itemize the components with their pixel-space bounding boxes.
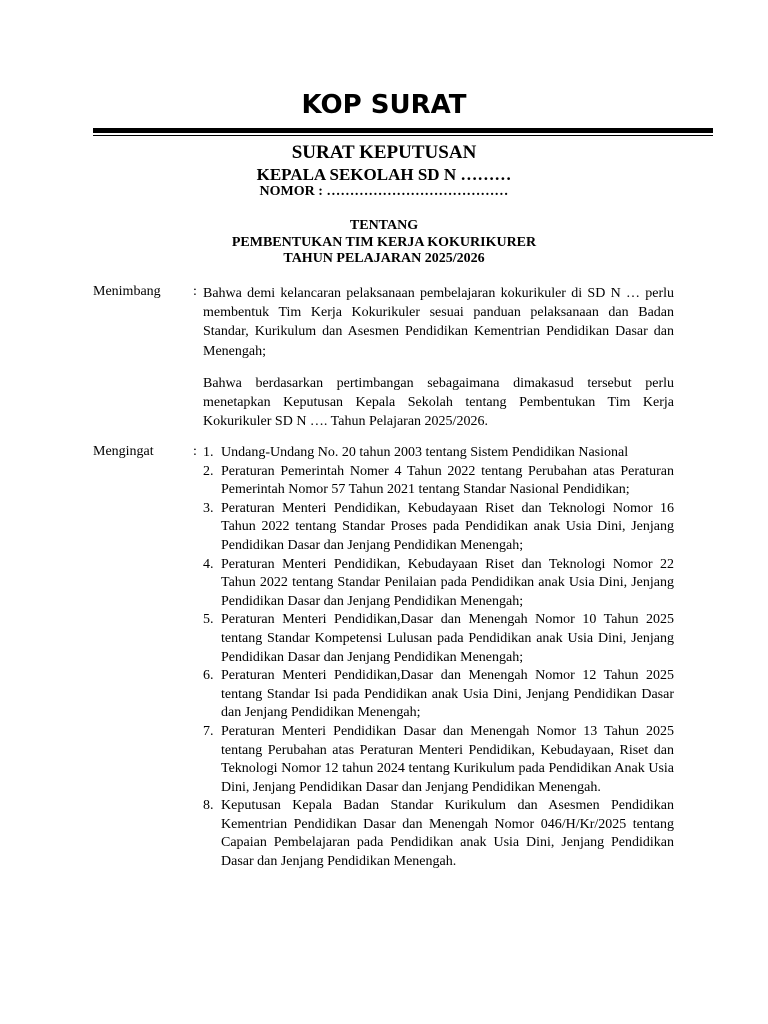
mengingat-item — [203, 463, 674, 500]
menimbang-label: Menimbang — [93, 284, 161, 299]
menimbang-colon: : — [193, 284, 197, 299]
decree-number: NOMOR : ………………………………… — [259, 184, 509, 199]
mengingat-item-text: Peraturan Menteri Pendidikan Dasar dan Menengah Nomor 13 Tahun 2025 tentang Perubahan atas Peraturan Menteri Pendidikan, Kebudayaan, Riset dan Teknologi Nomor 12 tahun 2024 tentang Kurikulum pada Pendidikan Anak Usia Dini, Jenjang Pendidikan Dasar dan Jenjang Pendidikan Menengah. — [221, 723, 674, 795]
decree-title: SURAT KEPUTUSAN — [291, 142, 477, 163]
menimbang-paragraph-1: Bahwa demi kelancaran pelaksanaan pembelajaran kokurikuler di SD N … perlu membentuk Tim Kerja Kokurikuler sesuai panduan pelaksanaan dan Badan Standar, Kurikulum dan Asesmen Pendidikan Kementrian Pendidikan Dasar dan Menengah; — [203, 286, 674, 359]
letterhead-title: KOP SURAT — [301, 90, 467, 120]
mengingat-item-number: 7. — [203, 723, 214, 739]
mengingat-item-text: Undang-Undang No. 20 tahun 2003 tentang Sistem Pendidikan Nasional — [221, 445, 629, 460]
mengingat-item-number: 4. — [203, 556, 214, 572]
mengingat-colon: : — [193, 444, 197, 459]
mengingat-item-number: 5. — [203, 612, 214, 628]
mengingat-item-number: 1. — [203, 445, 214, 460]
decree-subject: PEMBENTUKAN TIM KERJA KOKURIKURER — [231, 235, 537, 250]
mengingat-item-text: Keputusan Kepala Badan Standar Kurikulum dan Asesmen Pendidikan Kementrian Pendidikan Dasar dan Menengah Nomor 046/H/Kr/2025 tentang Capaian Pembelajaran pada Pendidikan anak Usia Dini, Jenjang Pendidikan Dasar dan Jenjang Pendidikan Menengah. — [221, 798, 674, 870]
mengingat-item — [203, 797, 674, 871]
mengingat-label: Mengingat — [93, 444, 154, 459]
menimbang-paragraph-2: Bahwa berdasarkan pertimbangan sebagaimana dimakasud tersebut perlu menetapkan Keputusan Kepala Sekolah tentang Pembentukan Tim Kerja Kokurikuler SD N …. Tahun Pelajaran 2025/2026. — [203, 376, 674, 430]
mengingat-item — [203, 556, 674, 612]
decree-about-label: TENTANG — [349, 218, 419, 233]
mengingat-item-number: 2. — [203, 463, 214, 479]
mengingat-item-text: Peraturan Menteri Pendidikan, Kebudayaan Riset dan Teknologi Nomor 16 Tahun 2022 tentang Standar Proses pada Pendidikan anak Usia Dini, Jenjang Pendidikan Dasar dan Jenjang Pendidikan Menengah; — [221, 500, 674, 553]
mengingat-item-text: Peraturan Pemerintah Nomer 4 Tahun 2022 tentang Perubahan atas Peraturan Pemerintah Nomor 57 Tahun 2021 tentang Standar Nasional Pendidikan; — [221, 463, 674, 498]
mengingat-item-number: 6. — [203, 668, 214, 684]
mengingat-item — [203, 667, 674, 723]
mengingat-item-number: 8. — [203, 798, 214, 814]
mengingat-list — [203, 444, 674, 872]
mengingat-item-text: Peraturan Menteri Pendidikan, Kebudayaan Riset dan Teknologi Nomor 22 Tahun 2022 tentang Standar Penilaian pada Pendidikan anak Usia Dini, Jenjang Pendidikan Dasar dan Jenjang Pendidikan Menengah; — [221, 556, 674, 609]
mengingat-item — [203, 723, 674, 797]
mengingat-item — [203, 611, 674, 667]
mengingat-item-number: 3. — [203, 500, 214, 516]
mengingat-item — [203, 444, 674, 463]
mengingat-item — [203, 500, 674, 556]
letterhead-rule — [93, 128, 713, 133]
mengingat-item-text: Peraturan Menteri Pendidikan,Dasar dan Menengah Nomor 10 Tahun 2025 tentang Standar Kompetensi Lulusan pada Pendidikan anak Usia Dini, Jenjang Pendidikan Dasar dan Jenjang Pendidikan Menengah; — [221, 612, 674, 665]
mengingat-item-text: Peraturan Menteri Pendidikan,Dasar dan Menengah Nomor 12 Tahun 2025 tentang Standar Isi pada Pendidikan anak Usia Dini, Jenjang Pendidikan Dasar dan Jenjang Pendidikan Menengah; — [221, 668, 674, 721]
decree-academic-year: TAHUN PELAJARAN 2025/2026 — [283, 251, 485, 266]
letterhead-rule-thin — [93, 135, 713, 136]
decree-issuer: KEPALA SEKOLAH SD N ……… — [256, 165, 512, 184]
